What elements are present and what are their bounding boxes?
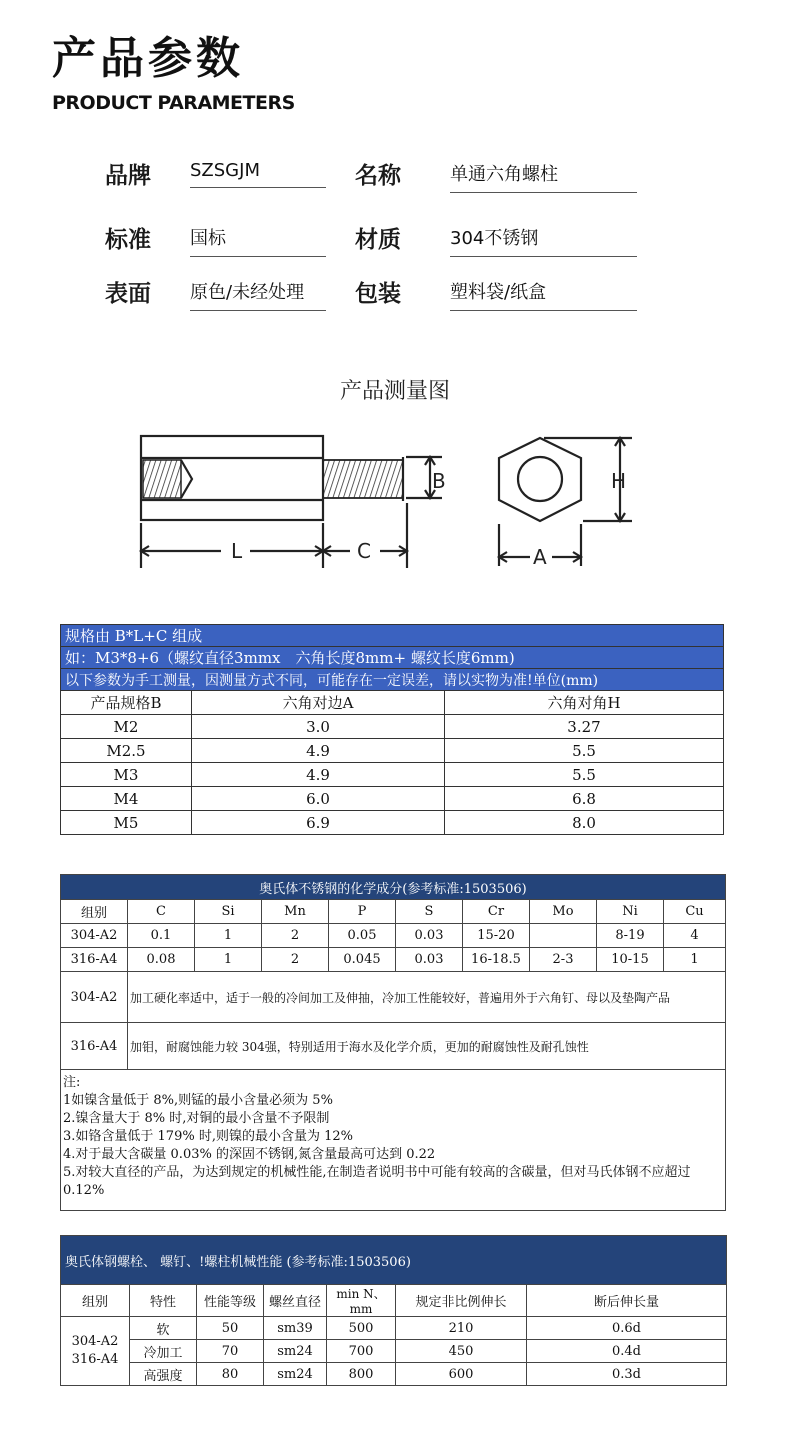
table-row xyxy=(61,739,724,763)
header-cell: Mn xyxy=(262,900,329,924)
table-cell: 6.0 xyxy=(192,787,445,811)
note-line: 1如镍含量低于 8%,则锰的最小含量必须为 5% xyxy=(63,1093,333,1108)
header-cell: Cu xyxy=(664,900,726,924)
table-row xyxy=(61,972,726,1023)
param-value: SZSGJM xyxy=(190,160,326,188)
table-cell: 6.9 xyxy=(192,811,445,835)
header-cell: C xyxy=(128,900,195,924)
table-cell: 316-A4 xyxy=(61,1023,128,1070)
param-value: 塑料袋/纸盒 xyxy=(450,278,637,311)
chem-table xyxy=(60,874,726,1211)
table-header xyxy=(61,1285,727,1317)
chem-title: 奥氏体不锈钢的化学成分(参考标准:1503506) xyxy=(61,875,726,900)
grade-description: 加工硬化率适中，适于一般的冷间加工及伸抽，冷加工性能较好，普遍用外于六角钉、母以及垫陶产品 xyxy=(128,972,726,1023)
param-value: 原色/未经处理 xyxy=(190,278,326,311)
table-row xyxy=(61,787,724,811)
table-cell: 5.5 xyxy=(445,763,724,787)
spec-intro-2: 如：M3*8+6（螺纹直径3mmx 六角长度8mm+ 螺纹长度6mm) xyxy=(61,647,724,669)
table-cell: 1 xyxy=(664,948,726,972)
table-cell: 10-15 xyxy=(597,948,664,972)
note-line: 5.对较大直径的产品，为达到规定的机械性能,在制造者说明书中可能有较高的含碳量，但对马氏体钢不应超过 0.12% xyxy=(63,1165,691,1198)
table-cell: 软 xyxy=(130,1317,197,1340)
param-value: 国标 xyxy=(190,224,326,257)
page-subtitle: PRODUCT PARAMETERS xyxy=(52,92,295,114)
table-cell: 304-A2 xyxy=(61,972,128,1023)
header-cell: 特性 xyxy=(130,1285,197,1317)
table-cell: 16-18.5 xyxy=(463,948,530,972)
param-value: 单通六角螺柱 xyxy=(450,160,637,193)
dim-h-label: H xyxy=(611,469,627,493)
table-row xyxy=(61,924,726,948)
table-cell: 50 xyxy=(197,1317,264,1340)
dim-l-label: L xyxy=(231,539,243,563)
table-row xyxy=(61,1317,727,1340)
spec-intro-1: 规格由 B*L+C 组成 xyxy=(61,625,724,647)
header-cell: S xyxy=(396,900,463,924)
param-label: 名称 xyxy=(355,163,401,189)
dim-b-label: B xyxy=(432,469,446,493)
note-line: 2.镍含量大于 8% 时,对铜的最小含量不予限制 xyxy=(63,1111,330,1126)
measurement-diagram xyxy=(0,420,790,580)
table-cell xyxy=(530,924,597,948)
table-row xyxy=(61,1023,726,1070)
table-cell: 6.8 xyxy=(445,787,724,811)
note-line: 4.对于最大含碳量 0.03% 的深固不锈钢,氮含量最高可达到 0.22 xyxy=(63,1147,436,1162)
header-cell: 规定非比例伸长 xyxy=(396,1285,527,1317)
table-cell: 8.0 xyxy=(445,811,724,835)
table-cell: 0.045 xyxy=(329,948,396,972)
table-cell: 80 xyxy=(197,1363,264,1386)
page-title: 产品参数 xyxy=(52,33,244,84)
table-cell: 0.3d xyxy=(527,1363,727,1386)
table-cell: 4 xyxy=(664,924,726,948)
note-line: 注: xyxy=(63,1075,81,1090)
param-value: 304不锈钢 xyxy=(450,224,637,257)
table-row xyxy=(61,1340,727,1363)
header-cell: min N、mm xyxy=(327,1285,396,1317)
table-cell: 4.9 xyxy=(192,763,445,787)
table-cell: 1 xyxy=(195,924,262,948)
table-cell: 800 xyxy=(327,1363,396,1386)
table-row xyxy=(61,811,724,835)
table-cell: 0.4d xyxy=(527,1340,727,1363)
table-cell: 70 xyxy=(197,1340,264,1363)
spec-note: 以下参数为手工测量，因测量方式不同，可能存在一定误差，请以实物为准!单位(mm) xyxy=(61,669,724,691)
table-cell: 450 xyxy=(396,1340,527,1363)
table-cell: 0.6d xyxy=(527,1317,727,1340)
measurement-title: 产品测量图 xyxy=(339,379,450,404)
table-cell: 500 xyxy=(327,1317,396,1340)
header-cell: 螺丝直径 xyxy=(264,1285,327,1317)
standoff-side-view xyxy=(141,436,442,568)
header-cell: Mo xyxy=(530,900,597,924)
table-cell: 3.27 xyxy=(445,715,724,739)
table-row xyxy=(61,715,724,739)
group-label: 316-A4 xyxy=(71,1352,119,1367)
header-cell: 产品规格B xyxy=(61,691,192,715)
group-label: 304-A2 xyxy=(71,1334,119,1349)
table-cell: sm39 xyxy=(264,1317,327,1340)
table-cell: 高强度 xyxy=(130,1363,197,1386)
table-cell: 3.0 xyxy=(192,715,445,739)
table-cell: M4 xyxy=(61,787,192,811)
hex-end-view xyxy=(499,438,632,566)
table-cell: 0.08 xyxy=(128,948,195,972)
grade-description: 加钼，耐腐蚀能力较 304强，特别适用于海水及化学介质，更加的耐腐蚀性及耐孔蚀性 xyxy=(128,1023,726,1070)
mech-title: 奥氏体钢螺栓、 螺钉、!螺柱机械性能 (参考标准:1503506) xyxy=(61,1236,727,1285)
param-label: 表面 xyxy=(105,281,151,307)
table-cell: 冷加工 xyxy=(130,1340,197,1363)
header-cell: 断后伸长量 xyxy=(527,1285,727,1317)
table-cell: 2 xyxy=(262,948,329,972)
header-cell: Ni xyxy=(597,900,664,924)
mech-table xyxy=(60,1235,727,1386)
table-cell: M2.5 xyxy=(61,739,192,763)
dim-a-label: A xyxy=(533,545,547,569)
table-row xyxy=(61,763,724,787)
table-cell: sm24 xyxy=(264,1340,327,1363)
param-label: 标准 xyxy=(105,227,151,253)
table-cell: M5 xyxy=(61,811,192,835)
table-cell: 1 xyxy=(195,948,262,972)
table-cell: 210 xyxy=(396,1317,527,1340)
param-label: 材质 xyxy=(355,227,401,253)
table-cell: 2-3 xyxy=(530,948,597,972)
table-cell: 8-19 xyxy=(597,924,664,948)
table-row xyxy=(61,1363,727,1386)
table-cell: 0.1 xyxy=(128,924,195,948)
header-cell: 组别 xyxy=(61,1285,130,1317)
header-cell: 六角对边A xyxy=(192,691,445,715)
header-cell: Si xyxy=(195,900,262,924)
table-header xyxy=(61,900,726,924)
table-cell: sm24 xyxy=(264,1363,327,1386)
table-cell: 600 xyxy=(396,1363,527,1386)
param-label: 品牌 xyxy=(105,163,151,189)
table-row xyxy=(61,948,726,972)
table-cell: 0.03 xyxy=(396,948,463,972)
table-cell: 316-A4 xyxy=(61,948,128,972)
table-cell: 0.03 xyxy=(396,924,463,948)
table-cell: 4.9 xyxy=(192,739,445,763)
table-cell: 5.5 xyxy=(445,739,724,763)
table-cell: 15-20 xyxy=(463,924,530,948)
header-cell: Cr xyxy=(463,900,530,924)
header-cell: 性能等级 xyxy=(197,1285,264,1317)
header-cell: 六角对角H xyxy=(445,691,724,715)
table-cell: M2 xyxy=(61,715,192,739)
table-cell: 0.05 xyxy=(329,924,396,948)
header-cell: 组别 xyxy=(61,900,128,924)
group-cell xyxy=(61,1317,130,1386)
table-header xyxy=(61,691,724,715)
table-cell: 2 xyxy=(262,924,329,948)
param-label: 包装 xyxy=(355,281,401,307)
note-line: 3.如铬含量低于 179% 时,则镍的最小含量为 12% xyxy=(63,1129,353,1144)
chem-notes xyxy=(61,1070,726,1211)
header-cell: P xyxy=(329,900,396,924)
spec-table xyxy=(60,624,724,835)
dim-c-label: C xyxy=(357,539,371,563)
table-cell: 304-A2 xyxy=(61,924,128,948)
table-cell: M3 xyxy=(61,763,192,787)
table-cell: 700 xyxy=(327,1340,396,1363)
